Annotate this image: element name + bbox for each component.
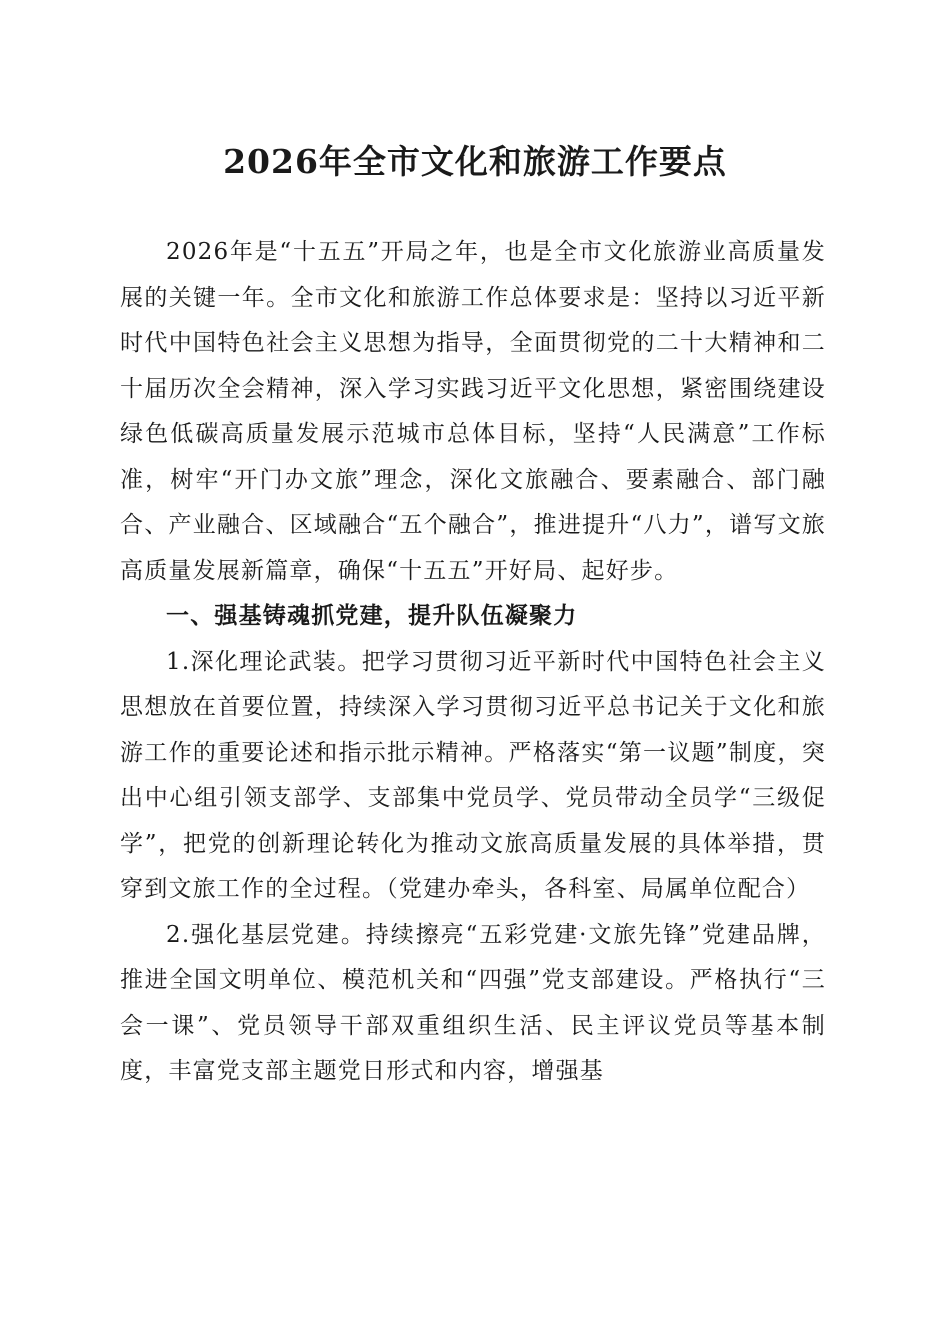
intro-paragraph: 2026年是“十五五”开局之年，也是全市文化旅游业高质量发展的关键一年。全市文化和旅游工作总体要求是：坚持以习近平新时代中国特色社会主义思想为指导，全面贯彻党的二十大精神和二十届历次全会精神，深入学习实践习近平文化思想，紧密围绕建设绿色低碳高质量发展示范城市总体目标，坚持“人民满意”工作标准，树牢“开门办文旅”理念，深化文旅融合、要素融合、部门融合、产业融合、区域融合“五个融合”，推进提升“八力”，谱写文旅高质量发展新篇章，确保“十五五”开好局、起好步。 — [120, 239, 826, 584]
document-body — [120, 230, 826, 1095]
section1-item-2: 2.强化基层党建。持续擦亮“五彩党建·文旅先锋”党建品牌，推进全国文明单位、模范机关和“四强”党支部建设。严格执行“三会一课”、党员领导干部双重组织生活、民主评议党员等基本制度，丰富党支部主题党日形式和内容，增强基 — [120, 921, 826, 1084]
document-title: 2026年全市文化和旅游工作要点 — [223, 142, 727, 181]
section1-item-1: 1.深化理论武装。把学习贯彻习近平新时代中国特色社会主义思想放在首要位置，持续深入学习贯彻习近平总书记关于文化和旅游工作的重要论述和指示批示精神。严格落实“第一议题”制度，突出中心组引领支部学、支部集中党员学、党员带动全员学“三级促学”，把党的创新理论转化为推动文旅高质量发展的具体举措，贯穿到文旅工作的全过程。（党建办牵头，各科室、局属单位配合） — [120, 648, 826, 902]
section-heading-1: 一、强基铸魂抓党建，提升队伍凝聚力 — [166, 603, 578, 629]
